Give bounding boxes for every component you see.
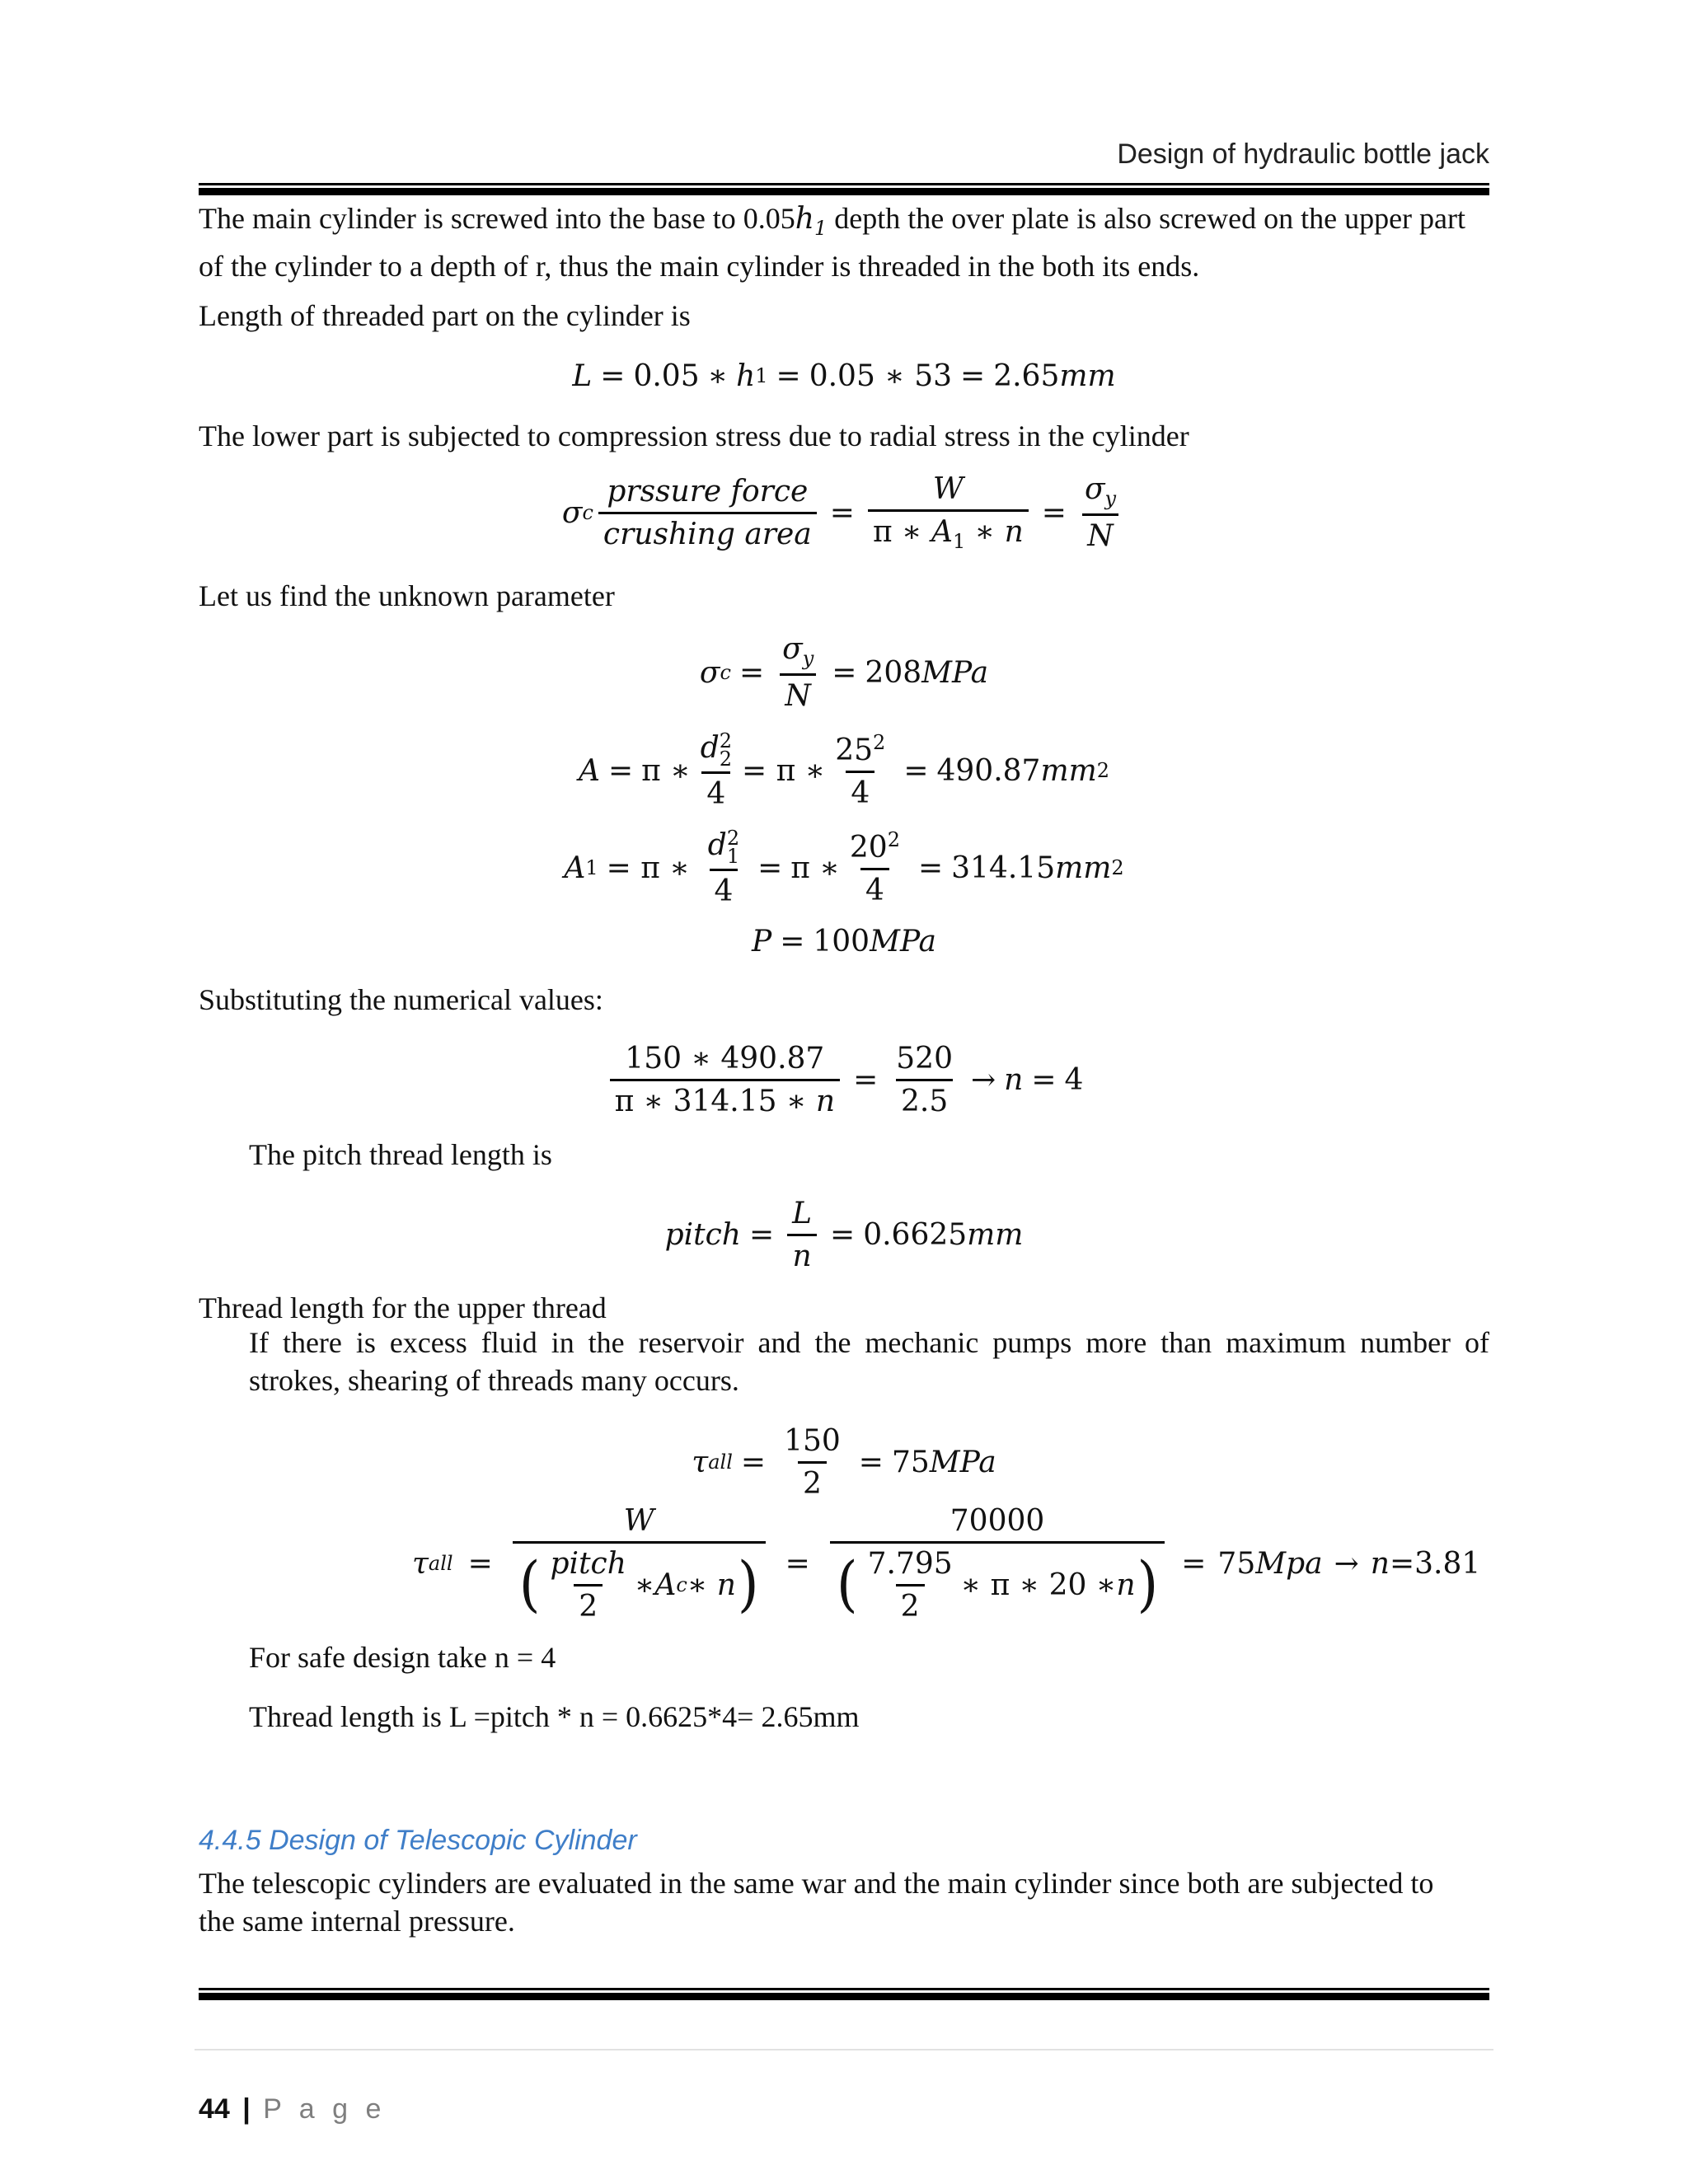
equation-crushing-stress: σ c $\frac{\text{prssure force}}{\text{crushing area}}$ = $\frac{W}{\pi ∗ A_1 ∗ n}$ = $\frac{\sigma_y}{N}$: [0, 471, 1688, 554]
section-heading: 4.4.5 Design of Telescopic Cylinder: [199, 1825, 637, 1856]
paragraph-telescopic: The telescopic cylinders are evaluated in the same war and the main cylinder since both are subjected to the same internal pressure.: [199, 1867, 1434, 1938]
equation-thread-length: L = 0.05 ∗ h 1 = 0.05 ∗ 53 = 2.65 mm: [572, 359, 1116, 393]
equation-area-a1: A 1 = π ∗ d 2 1 4 = π ∗ $\frac{20^2}{4}$ = 314.15 mm 2: [564, 826, 1124, 908]
header-rule-thick: [199, 188, 1489, 195]
paragraph-compression: The lower part is subjected to compression stress due to radial stress in the cylinder: [199, 419, 1189, 452]
footer-rule-thin: [199, 1988, 1489, 1990]
equation-tau-allowable: τ all = $\frac{150}{2}$ = 75 MPa: [692, 1423, 996, 1501]
header-rule-thin: [199, 183, 1489, 185]
equation-pitch: pitch = $\frac{L}{n}$ = 0.6625 mm: [664, 1196, 1024, 1273]
footer-rule-thick: [199, 1993, 1489, 2000]
footer-separator-line: [195, 2049, 1493, 2050]
paragraph-upper-thread: Thread length for the upper thread: [199, 1291, 607, 1324]
paragraph-pitch-length: The pitch thread length is: [249, 1138, 552, 1171]
equation-area-a: A = π ∗ d 2 2 4 = π ∗ $\frac{25^2}{4}$ = 490.87 mm 2: [578, 729, 1110, 811]
paragraph-substituting: Substituting the numerical values:: [199, 983, 603, 1016]
page-number: 44: [199, 2093, 230, 2125]
page-label: P a g e: [263, 2093, 387, 2125]
paragraph-thread-length-result: Thread length is L =pitch * n = 0.6625*4= 2.65mm: [249, 1700, 860, 1733]
equation-shear-thread: τ all = W ( $\frac{\text{pitch}}{2}$ ∗ A c ∗ n ) = 70000 ( $\frac{7.795}{2}$ ∗ π ∗ 20 ∗ n ) = 75 Mpa → n = 3.81: [412, 1503, 1481, 1624]
page-footer: [199, 2093, 386, 2125]
equation-pressure: P = 100 MPa: [751, 924, 937, 958]
paragraph-excess-fluid: If there is excess fluid in the reservoir and the mechanic pumps more than maximum number of strokes, shearing of threads many occurs.: [249, 1326, 1489, 1397]
paragraph-safe-design: For safe design take n = 4: [249, 1641, 556, 1674]
paragraph-intro: The main cylinder is screwed into the base to $0.05h_1$ depth the over plate is also screwed on the upper part of the cylinder to a depth of r, thus the main cylinder is threaded in the both its ends.: [199, 202, 1466, 284]
equation-solve-n: $\frac{150 ∗ 490.87}{\pi ∗ 314.15 ∗ n}$ = $\frac{520}{2.5}$ → n = 4: [0, 1037, 1688, 1122]
paragraph-unknown-parameter: Let us find the unknown parameter: [199, 579, 615, 612]
paragraph-thread-length: Length of threaded part on the cylinder is: [199, 299, 691, 332]
page-separator: |: [242, 2093, 251, 2125]
running-header: Design of hydraulic bottle jack: [1117, 138, 1489, 170]
equation-sigma-c: σ c = $\frac{\sigma_y}{N}$ = 208 MPa: [699, 631, 989, 714]
